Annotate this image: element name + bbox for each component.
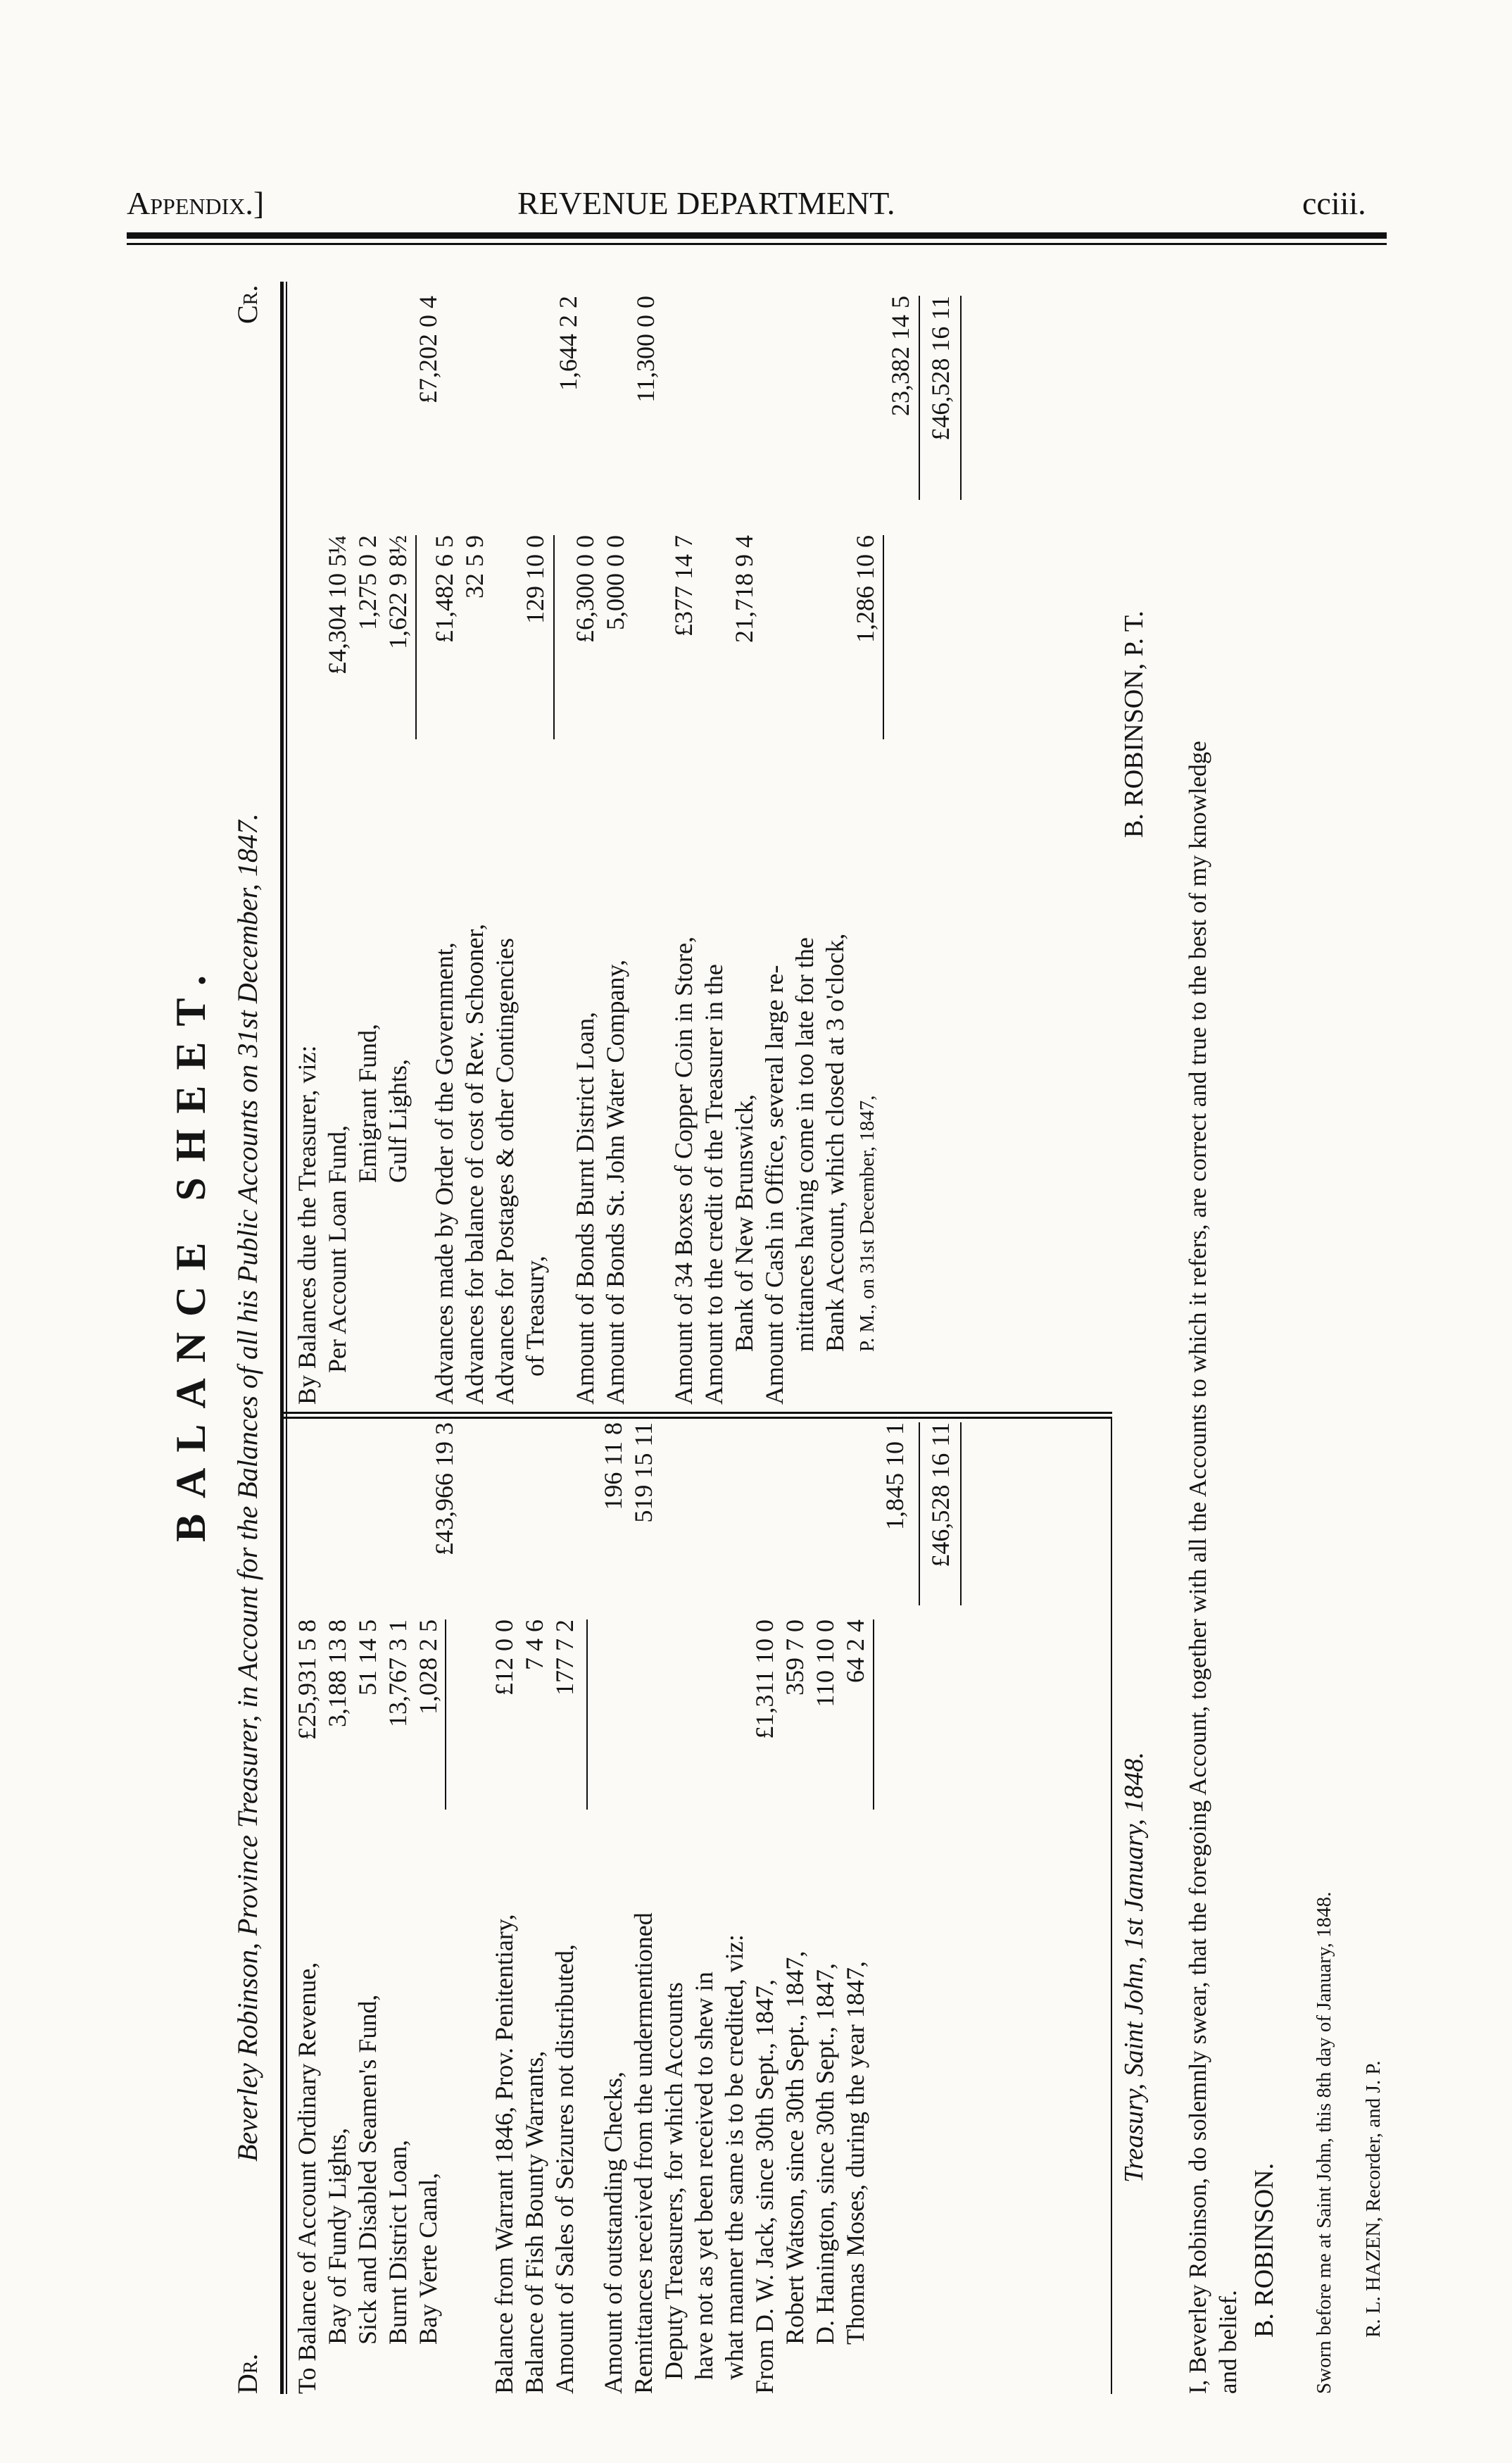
credit-group2-line: of Treasury, [521,1255,549,1377]
credit-group1-line: Emigrant Fund, [353,1024,382,1183]
credit-group1-line: Per Account Loan Fund, [323,1125,351,1373]
credit-group4-amount: 21,718 9 4 [730,535,758,643]
credit-group2-amount: £1,482 6 5 [430,535,458,643]
debit-group2-line: Amount of Sales of Seizures not distributed, [550,1944,579,2394]
debit-group1-amount: 3,188 13 8 [323,1619,351,1727]
credit-group4-line: Amount of 34 Boxes of Copper Coin in Store, [669,936,698,1405]
credit-label: Cr. [232,284,263,324]
recorder-signature: R. L. HAZEN, Recorder, and J. P. [1362,2060,1385,2338]
debit-group3-line: Robert Watson, since 30th Sept., 1847, [781,1950,809,2345]
credit-group1-amount: 1,275 0 2 [353,535,382,630]
debit-group1-line: Bay Verte Canal, [414,2172,442,2345]
debit-group3-amount: 64 2 4 [841,1619,869,1683]
debit-group2-line: Balance from Warrant 1846, Prov. Penitentiary, [490,1914,518,2394]
center-divider-2 [280,1412,1112,1414]
oath-text: I, Beverley Robinson, do solemnly swear, that the foregoing Account, together with all the Accounts to which it refers, are correct and true to the best of my knowledge [1184,741,1211,2394]
center-divider [280,1417,1112,1419]
debit-group2-line: Balance of Fish Bounty Warrants, [520,2050,548,2394]
table-top-rule-thin [286,282,287,2394]
credit-group3-amount: £6,300 0 0 [571,535,599,643]
debit-grand-total: £46,528 16 11 [926,1422,955,1567]
page-number: cciii. [1302,185,1366,221]
credit-group1-amount: £4,304 10 5¼ [323,535,351,675]
subtotal-rule [883,535,884,739]
debit-group1-amount: £25,931 5 8 [293,1619,321,1740]
debit-group3-line: have not as yet been received to shew in [690,1972,718,2380]
debit-group3-line: Amount of outstanding Checks, [599,2072,627,2394]
credit-group1-line: Gulf Lights, [384,1059,412,1183]
debit-group3-line: D. Hanington, since 30th Sept., 1847, [811,1963,839,2345]
sworn-statement: Sworn before me at Saint John, this 8th day of January, 1848. [1313,1891,1335,2394]
debit-group3-amount: £1,311 10 0 [750,1619,779,1739]
credit-group4-line: Bank Account, which closed at 3 o'clock, [821,933,849,1352]
debit-group3-line: what manner the same is to be credited, viz: [720,1934,748,2380]
header-rule-thick [127,232,1387,239]
credit-group4-line: Amount of Cash in Office, several large re- [760,965,788,1405]
credit-group4-line: P. M., on 31st December, 1847, [856,1095,878,1352]
place-date: Treasury, Saint John, 1st January, 1848. [1119,1752,1149,2183]
debit-group1-line: Burnt District Loan, [384,2140,412,2345]
debit-group1-line: Sick and Disabled Seamen's Fund, [353,1994,382,2345]
grand-total-rule [919,296,920,500]
subtotal-rule [873,1619,874,1810]
subtotal-rule [445,1619,446,1810]
credit-group1-line: By Balances due the Treasurer, viz: [293,1045,321,1405]
credit-group1-total: £7,202 0 4 [414,296,442,403]
credit-group3-amount: 5,000 0 0 [601,535,629,630]
subtotal-rule [553,535,555,739]
treasurer-signature: B. ROBINSON, P. T. [1119,610,1149,838]
debit-group1-amount: 1,028 2 5 [414,1619,442,1715]
debit-label: Dr. [232,2353,263,2394]
oath-text-continued: and belief. [1214,2290,1242,2394]
grand-total-underline [960,296,962,500]
debit-group2-amount: £12 0 0 [490,1619,518,1696]
credit-group4-amount: 1,286 10 6 [851,535,879,643]
credit-group3-line: Amount of Bonds Burnt District Loan, [571,1012,599,1405]
debit-group3-amount: 359 7 0 [781,1619,809,1696]
balance-sheet [162,282,1429,2394]
credit-group4-line: Amount to the credit of the Treasurer in the [700,964,728,1405]
oath-signature: B. ROBINSON. [1249,2162,1279,2338]
sheet-subtitle: Beverley Robinson, Province Treasurer, in Account for the Balances of all his Public Accounts on 31st December, 1847. [232,813,263,2162]
debit-group2-total: 196 11 8 [599,1422,627,1510]
debit-group1-line: Bay of Fundy Lights, [323,2127,351,2345]
debit-group1-amount: 51 14 5 [353,1619,382,1696]
debit-group3-line: Deputy Treasurers, for which Accounts [660,1982,688,2380]
header-rule-thin [127,243,1387,245]
credit-group2-total: 1,644 2 2 [554,296,582,391]
credit-group2-line: Advances made by Order of the Government, [430,942,458,1405]
debit-group2-amount: 7 4 6 [520,1619,548,1670]
debit-group1-total: £43,966 19 3 [430,1422,458,1555]
debit-group3-total: 1,845 10 1 [881,1422,909,1530]
credit-group2-amount: 129 10 0 [521,535,549,624]
credit-group4-line: mittances having come in too late for the [790,937,819,1352]
credit-group3-total: 11,300 0 0 [631,296,660,403]
debit-group3-amount: 110 10 0 [811,1619,839,1707]
credit-group2-line: Advances for Postages & other Contingencies [491,938,519,1405]
debit-group3-line: Remittances received from the undermentioned [629,1912,657,2394]
debit-group2-amount: 177 7 2 [550,1619,579,1696]
grand-total-underline [960,1422,962,1605]
debit-checks-total: 519 15 11 [629,1422,657,1523]
credit-group2-amount: 32 5 9 [460,535,489,598]
debit-group3-line: From D. W. Jack, since 30th Sept., 1847, [750,1979,779,2394]
page-heading: REVENUE DEPARTMENT. [517,185,895,221]
credit-group4-total: 23,382 14 5 [886,296,914,416]
debit-bottom-rule [1111,1417,1112,2394]
credit-group4-line: Bank of New Brunswick, [730,1094,758,1352]
subtotal-rule [586,1619,588,1810]
grand-total-rule [919,1422,920,1605]
credit-group4-amount: £377 14 7 [669,535,698,637]
table-top-rule [280,282,284,2394]
credit-grand-total: £46,528 16 11 [926,296,955,441]
appendix-label: Appendix.] [127,185,265,221]
sheet-title: BALANCE SHEET. [168,959,214,1542]
debit-group1-line: To Balance of Account Ordinary Revenue, [293,1962,321,2394]
credit-group3-line: Amount of Bonds St. John Water Company, [601,959,629,1405]
debit-group3-line: Thomas Moses, during the year 1847, [841,1961,869,2345]
subtotal-rule [415,535,417,739]
credit-group2-line: Advances for balance of cost of Rev. Schooner, [460,924,489,1405]
debit-group1-amount: 13,767 3 1 [384,1619,412,1727]
credit-group1-amount: 1,622 9 8½ [384,535,412,649]
